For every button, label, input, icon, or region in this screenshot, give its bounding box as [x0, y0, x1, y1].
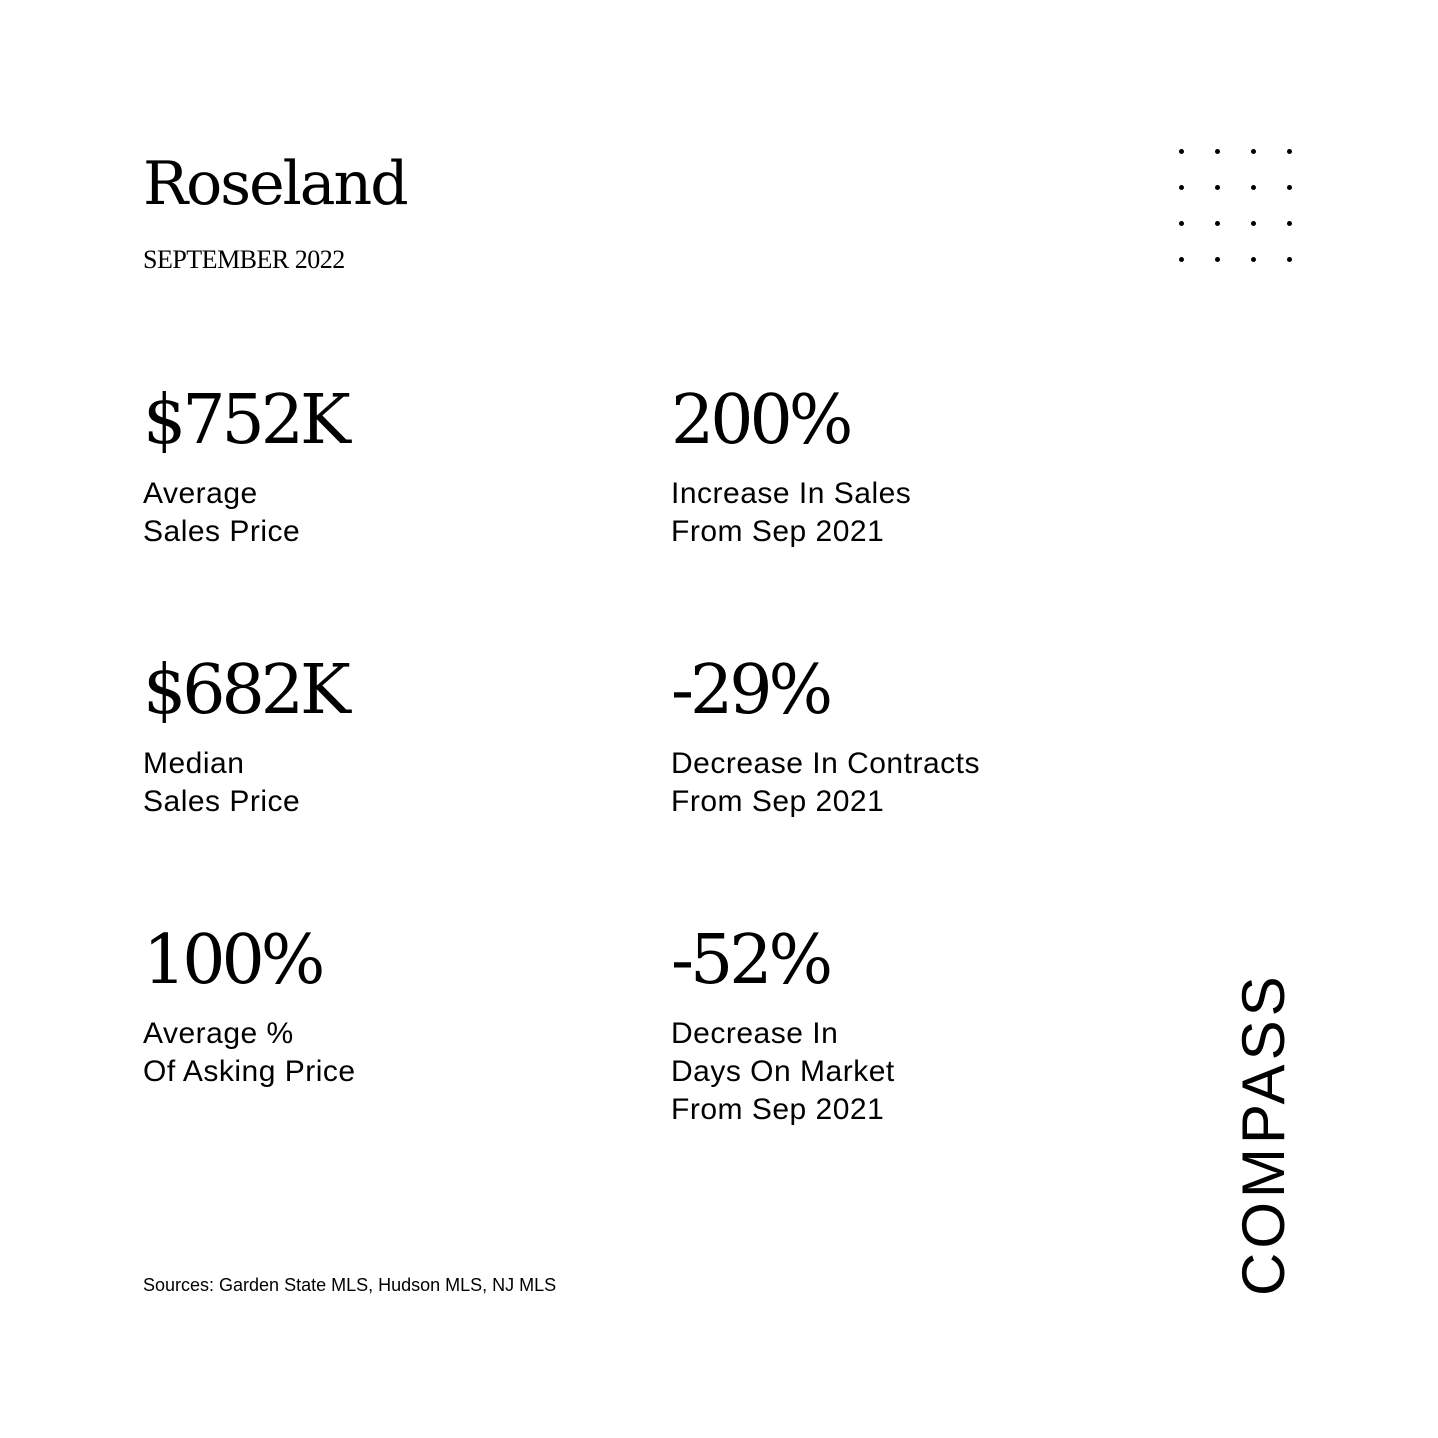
sources-footnote: Sources: Garden State MLS, Hudson MLS, NJ MLS [143, 1275, 557, 1295]
stat-value: -52% [671, 921, 830, 1000]
dot [1282, 144, 1297, 159]
stat-value: 200% [671, 381, 850, 460]
stat-median-sales-price [143, 651, 347, 821]
dot [1282, 216, 1297, 231]
stat-label [671, 1015, 895, 1129]
stat-label-line: Decrease In [671, 1017, 839, 1050]
stat-value: 100% [143, 921, 322, 1000]
stat-label [143, 745, 347, 821]
stat-increase-in-sales [671, 381, 911, 551]
dot [1210, 180, 1225, 195]
dot-grid-decoration [1174, 144, 1298, 268]
page-subtitle: SEPTEMBER 2022 [143, 245, 345, 274]
compass-logo: COMPASS [1230, 972, 1297, 1296]
stat-value: $752K [143, 381, 347, 460]
stat-label [671, 475, 911, 551]
dot [1246, 252, 1261, 267]
stat-average-percent-of-asking [143, 921, 356, 1091]
dot [1174, 216, 1189, 231]
stat-label-line: Days On Market [671, 1055, 895, 1088]
stat-label-line: From Sep 2021 [671, 785, 885, 818]
stat-label-line: Median [143, 747, 245, 780]
dot [1246, 216, 1261, 231]
stat-value: $682K [143, 651, 347, 730]
stat-label-line: From Sep 2021 [671, 1093, 885, 1126]
dot [1282, 180, 1297, 195]
stat-label-line: Of Asking Price [143, 1055, 356, 1088]
dot [1210, 216, 1225, 231]
stat-average-sales-price [143, 381, 347, 551]
dot [1174, 180, 1189, 195]
dot [1246, 144, 1261, 159]
stat-label [671, 745, 980, 821]
dot [1174, 252, 1189, 267]
stat-label-line: Decrease In Contracts [671, 747, 980, 780]
dot [1210, 144, 1225, 159]
stat-label-line: Increase In Sales [671, 477, 912, 510]
stat-label-line: Average % [143, 1017, 294, 1050]
stat-value: -29% [671, 651, 830, 730]
dot [1246, 180, 1261, 195]
stat-label-line: From Sep 2021 [671, 515, 885, 548]
dot [1210, 252, 1225, 267]
dot [1174, 144, 1189, 159]
dot [1282, 252, 1297, 267]
stat-label [143, 1015, 356, 1091]
stat-label-line: Sales Price [143, 515, 301, 548]
stat-label-line: Average [143, 477, 258, 510]
page-title: Roseland [143, 149, 407, 219]
stat-label-line: Sales Price [143, 785, 301, 818]
stat-decrease-in-days-on-market [671, 921, 895, 1129]
stat-label [143, 475, 347, 551]
stat-decrease-in-contracts [671, 651, 980, 821]
